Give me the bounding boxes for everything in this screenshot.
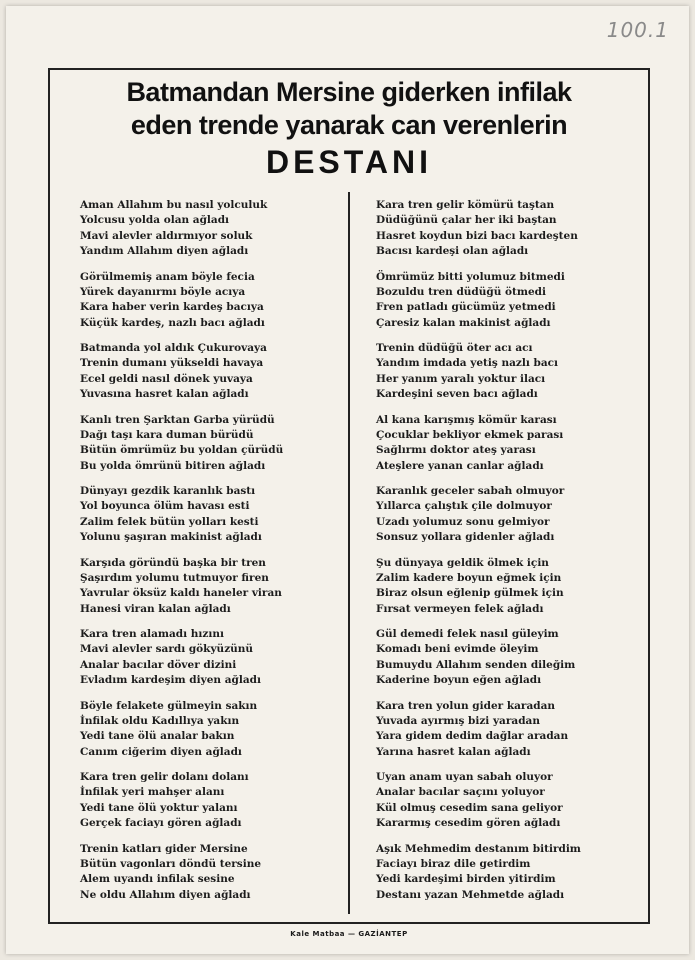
verse-line: Yara gidem dedim dağlar aradan — [376, 730, 569, 743]
verse-line: Yürek dayanırmı böyle acıya — [80, 285, 246, 298]
verse-line: Kanlı tren Şarktan Garba yürüdü — [80, 413, 275, 426]
verse-line: Dünyayı gezdik karanlık bastı — [80, 485, 256, 497]
verse-line: Bütün vagonları döndü tersine — [80, 857, 262, 870]
verse-line: Uzadı yolumuz sonu gelmiyor — [376, 515, 550, 528]
verse-line: Komadı beni evimde öleyim — [376, 643, 539, 656]
stanza — [376, 341, 638, 413]
title-destani: DESTANI — [265, 144, 433, 180]
verse-line: Mavi alevler aldırmıyor soluk — [80, 229, 253, 242]
verse-line: Yandım Allahım diyen ağladı — [80, 245, 249, 258]
verse-line: Sonsuz yollara gidenler ağladı — [376, 531, 555, 544]
verse-line: Analar bacılar saçını yoluyor — [376, 786, 545, 799]
stanza — [80, 770, 342, 842]
verse-line: Kara tren gelir dolanı dolanı — [80, 771, 249, 783]
verse-line: Trenin katları gider Mersine — [80, 842, 248, 855]
verse-line: Alem uyandı infilak sesine — [80, 873, 235, 886]
stanza — [80, 341, 342, 413]
verse-line: Batmanda yol aldık Çukurovaya — [80, 342, 267, 354]
verse-line: Karşıda göründü başka bir tren — [80, 556, 266, 569]
imprint-text: Kale Matbaa — GAZİANTEP — [286, 930, 411, 938]
verse-line: Canım ciğerim diyen ağladı — [80, 745, 242, 758]
verse-line: Ateşlere yanan canlar ağladı — [376, 459, 544, 472]
stanza — [80, 198, 342, 270]
verse-line: Faciayı biraz dile getirdim — [376, 857, 531, 870]
verse-line: Şu dünyaya geldik ölmek için — [376, 556, 549, 569]
verse-line: Hanesi viran kalan ağladı — [80, 602, 231, 615]
verse-line: Yıllarca çalıştık çile dolmuyor — [376, 500, 552, 513]
verse-line: Evladım kardeşim diyen ağladı — [80, 674, 261, 687]
verse-line: Yedi tane ölü yoktur yalanı — [80, 801, 238, 814]
verse-line: Uyan anam uyan sabah oluyor — [376, 771, 553, 783]
verse-line: Zalim felek bütün yolları kesti — [80, 515, 259, 528]
verse-line: Fırsat vermeyen felek ağladı — [376, 602, 544, 615]
stanza — [376, 627, 638, 699]
poster-frame — [48, 68, 650, 938]
stanza — [376, 484, 638, 556]
stanza — [80, 627, 342, 699]
verse-line: Kararmış cesedim gören ağladı — [376, 817, 561, 830]
verse-line: Biraz olsun eğlenip gülmek için — [376, 587, 564, 600]
title-line-1: Batmandan Mersine giderken infilak — [126, 77, 572, 107]
verse-line: Yedi tane ölü analar bakın — [80, 730, 235, 743]
verse-line: Yandım imdada yetiş nazlı bacı — [376, 357, 559, 370]
title-line-2: eden trende yanarak can verenlerin — [130, 110, 568, 140]
verse-line: Fren patladı gücümüz yetmedi — [376, 301, 556, 314]
stanza — [376, 842, 638, 914]
verse-line: Bacısı kardeşi olan ağladı — [376, 245, 529, 258]
verse-line: Bu yolda ömrünü bitiren ağladı — [80, 459, 266, 472]
verse-line: Yuvada ayırmış bizi yaradan — [376, 714, 540, 727]
verse-line: Kara tren alamadı hızını — [80, 628, 224, 640]
verse-line: Dağı taşı kara duman bürüdü — [80, 428, 254, 441]
verse-line: Gül demedi felek nasıl güleyim — [376, 628, 559, 640]
verse-line: Aşık Mehmedim destanım bitirdim — [376, 842, 581, 855]
stanza — [80, 484, 342, 556]
verse-line: Trenin dumanı yükseldi havaya — [80, 357, 264, 370]
verse-line: Şaşırdım yolumu tutmuyor firen — [80, 571, 269, 584]
verse-line: Yavrular öksüz kaldı haneler viran — [80, 587, 282, 600]
verse-line: Analar bacılar döver dizini — [80, 658, 237, 671]
stanza — [376, 413, 638, 485]
verse-line: Kardeşini seven bacı ağladı — [376, 388, 538, 401]
right-column — [376, 198, 638, 913]
stanza — [80, 413, 342, 485]
stanza — [376, 198, 638, 270]
stanza — [376, 770, 638, 842]
verse-line: Ne oldu Allahım diyen ağladı — [80, 888, 251, 901]
verse-line: Yolcusu yolda olan ağladı — [80, 214, 230, 227]
column-divider — [348, 192, 350, 914]
verse-line: Kara haber verin kardeş bacıya — [80, 301, 264, 314]
stanza — [80, 699, 342, 771]
verse-line: Trenin düdüğü öter acı acı — [376, 342, 533, 354]
poster-title — [50, 76, 648, 181]
verse-line: Küçük kardeş, nazlı bacı ağladı — [80, 316, 265, 329]
verse-line: Aman Allahım bu nasıl yolculuk — [80, 199, 268, 211]
verse-line: Destanı yazan Mehmetde ağladı — [376, 888, 565, 901]
verse-line: Çocuklar bekliyor ekmek parası — [376, 428, 564, 441]
verse-line: İnfilak oldu Kadıllıya yakın — [80, 714, 240, 727]
verse-line: Kaderine boyun eğen ağladı — [376, 674, 542, 687]
verse-line: Ecel geldi nasıl dönek yuvaya — [80, 372, 253, 385]
verse-line: Hasret koydun bizi bacı kardeşten — [376, 229, 578, 242]
stanza — [376, 556, 638, 628]
verse-line: Kara tren gelir kömürü taştan — [376, 199, 555, 211]
verse-line: Görülmemiş anam böyle fecia — [80, 270, 255, 283]
verse-line: Gerçek faciayı gören ağladı — [80, 817, 242, 830]
verse-line: Ömrümüz bitti yolumuz bitmedi — [376, 270, 565, 283]
verse-line: Yolunu şaşıran makinist ağladı — [80, 531, 262, 544]
handwritten-note: 100.1 — [606, 18, 669, 42]
verse-line: Çaresiz kalan makinist ağladı — [376, 316, 551, 329]
verse-line: Bütün ömrümüz bu yoldan çürüdü — [80, 444, 284, 457]
verse-line: Yarına hasret kalan ağladı — [376, 745, 531, 758]
verse-line: İnfilak yeri mahşer alanı — [80, 786, 225, 799]
verse-line: Düdüğünü çalar her iki baştan — [376, 214, 557, 227]
verse-line: Bozuldu tren düdüğü ötmedi — [376, 285, 547, 298]
verse-line: Mavi alevler sardı gökyüzünü — [80, 643, 254, 656]
stanza — [376, 699, 638, 771]
verse-line: Her yanım yaralı yoktur ilacı — [376, 372, 546, 385]
verse-line: Yol boyunca ölüm havası esti — [80, 500, 250, 513]
verse-line: Sağlırmı doktor ateş yarası — [376, 444, 536, 457]
verse-line: Böyle felakete gülmeyin sakın — [80, 699, 258, 712]
verse-line: Karanlık geceler sabah olmuyor — [376, 485, 565, 497]
poster-sheet — [6, 6, 689, 954]
verse-line: Bumuydu Allahım senden dileğim — [376, 658, 576, 671]
stanza — [80, 556, 342, 628]
verse-line: Yedi kardeşimi birden yitirdim — [376, 873, 556, 886]
verse-line: Zalim kadere boyun eğmek için — [376, 571, 562, 584]
verse-line: Kül olmuş cesedim sana geliyor — [376, 801, 563, 814]
stanza — [376, 270, 638, 342]
left-column — [80, 198, 342, 913]
verse-line: Kara tren yolun gider karadan — [376, 699, 556, 712]
printer-imprint — [50, 930, 648, 938]
stanza — [80, 842, 342, 914]
verse-line: Yuvasına hasret kalan ağladı — [80, 388, 249, 401]
verse-line: Al kana karışmış kömür karası — [376, 413, 557, 426]
stanza — [80, 270, 342, 342]
